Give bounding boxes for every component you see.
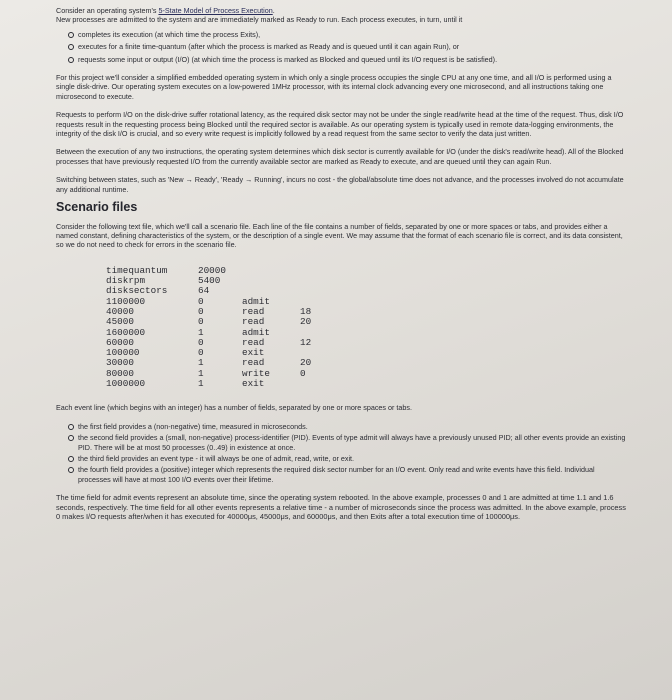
paragraph-system: For this project we'll consider a simplified embedded operating system in which only a single process occupies the single CPU at any one time, and all I/O is performed using a single disk-drive. Our operating system executes on a low-powered 1MHz processor, with its internal clock advancing every one microsecond, and all instructions taking one microsecond to execute. [56,73,612,101]
event-line-intro: Each event line (which begins with an integer) has a number of fields, separated by one or more spaces or tabs. [56,403,412,413]
intro-heading-suffix: . [272,6,275,15]
event-row: 40000 0 read 18 [106,305,312,317]
paragraph-scheduling: Between the execution of any two instructions, the operating system determines which disk sector is currently available for I/O (under the disk's read/write head). All of the Blocked processes that have previously requested I/O from the currently available sector are marked as Ready to execute, and are queued until they can again Run. [56,147,624,166]
list-item: the fourth field provides a (positive) integer which represents the required disk sector number for an I/O event. Only read and write events have this field. Individual processes will have at most 100 I/O events over their lifetime. [68,465,626,484]
process-outcome-list [56,30,626,64]
event-fields-list [56,422,626,484]
event-row: 1600000 1 admit [106,326,270,338]
list-item: the second field provides a (small, non-negative) process-identifier (PID). Events of type admit will always have a previously unused PID; all other events provide an existing PID. There will be at most 50 processes (0..49) in existence at once. [68,433,626,452]
event-row: 30000 1 read 20 [106,357,312,369]
event-row: 1100000 0 admit [106,295,270,307]
intro-heading-prefix: Consider an operating system's [56,6,159,15]
paragraph-switching: Switching between states, such as 'New → Ready', 'Ready → Running', incurs no cost - the global/absolute time does not advance, and the processes involved do not accumulate any additional runtime. [56,175,624,194]
event-row: 45000 0 read 20 [106,316,312,328]
event-fields-section [56,403,626,521]
closing-paragraph: The time field for admit events represent an absolute time, since the operating system rebooted. In the above example, processes 0 and 1 are admitted at time 1.1 and 1.6 seconds, respectively. The time field for all other events represents a relative time - a number of microseconds since the process was admitted. In the above example, process 0 makes I/O requests after/when it has executed for 40000μs, 45000μs, and 60000μs, and then Exits after a total execution time of 100000μs. [56,493,626,521]
paragraph-disk-io: Requests to perform I/O on the disk-drive suffer rotational latency, as the required disk sector may not be under the single read/write head at the time of the request. Thus, disk I/O requests result in the requesting process being Blocked until the required sector is available. As our operating system is typically used in remote data-logging environments, the integrity of the disk I/O is crucial, and so every write request is implicitly followed by a read request from the same sector to verify the data just written. [56,110,624,139]
event-row: 60000 0 read 12 [106,336,312,348]
section-title: Scenario files [56,200,138,215]
list-item: executes for a finite time-quantum (after which the process is marked as Ready and is queued until it can again Run), or [68,42,626,51]
event-row: 100000 0 exit [106,347,265,359]
constant-row: diskrpm 5400 [106,275,221,287]
event-row: 1000000 1 exit [106,377,265,389]
list-item: completes its execution (at which time the process Exits), [68,30,626,39]
bullet-icon [68,57,74,63]
constant-row: timequantum 20000 [106,264,226,276]
intro-paragraph [56,6,626,25]
scenario-intro: Consider the following text file, which we'll call a scenario file. Each line of the file contains a number of fields, separated by one or more spaces or tabs, and provides either a named constant, defining characteristics of the system, or the description of a single event. We may assume that the format of each scenario file is correct, and its data consistent, so we do not need to check for errors in the scenario file. [56,221,623,250]
bullet-icon [68,44,74,50]
list-item: requests some input or output (I/O) (at which time the process is marked as Blocked and queued until its I/O request is be satisfied). [68,55,626,64]
scenario-file-listing [106,266,626,390]
bullet-icon [68,435,74,441]
model-link[interactable]: 5-State Model of Process Execution [158,6,273,15]
list-item: the third field provides an event type - it will always be one of admit, read, write, or exit. [68,454,626,463]
bullet-icon [68,467,74,473]
event-row: 80000 1 write 0 [106,367,306,379]
intro-line-2: New processes are admitted to the system and are immediately marked as Ready to run. Each process executes, in turn, until it [56,15,463,25]
list-item: the first field provides a (non-negative) time, measured in microseconds. [68,422,626,431]
bullet-icon [68,456,74,462]
bullet-icon [68,32,74,38]
constant-row: disksectors 64 [106,285,210,297]
bullet-icon [68,424,74,430]
